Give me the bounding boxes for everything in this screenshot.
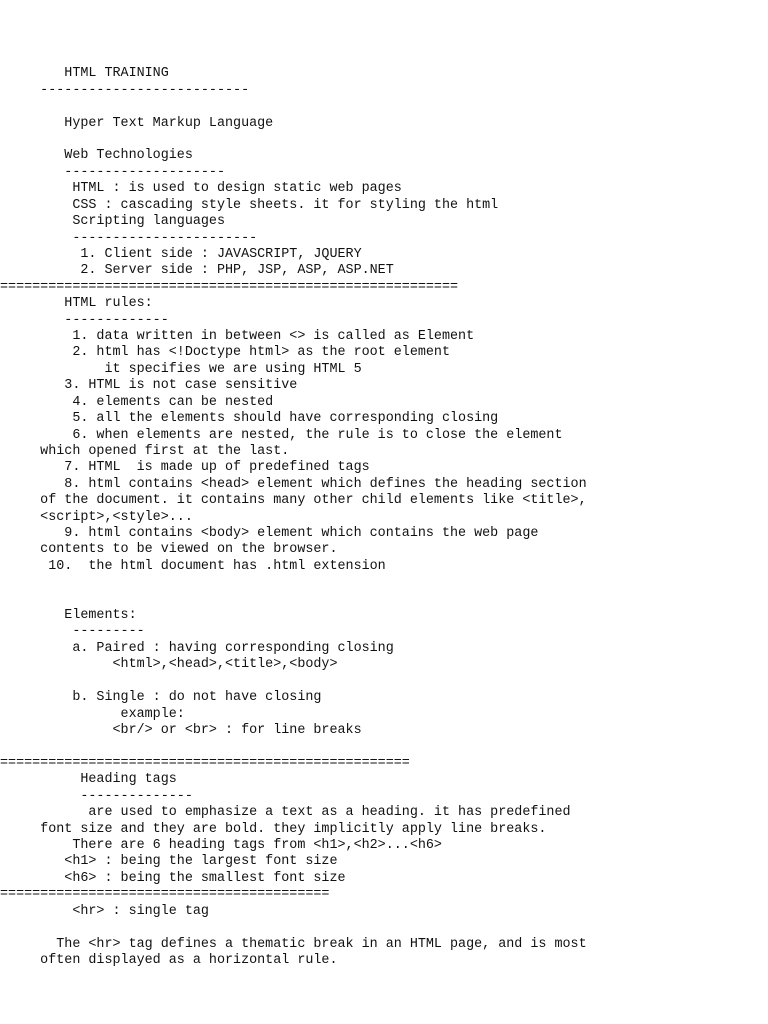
text-line: <script>,<style>... bbox=[0, 510, 193, 525]
text-line: There are 6 heading tags from <h1>,<h2>...<h6> bbox=[0, 838, 442, 853]
section-heading-html-rules: HTML rules: bbox=[0, 296, 153, 311]
title-underline: -------------------------- bbox=[0, 83, 250, 98]
text-line: <h6> : being the smallest font size bbox=[0, 871, 346, 886]
list-item: 8. html contains <head> element which defines the heading section bbox=[0, 477, 587, 492]
text-line: <h1> : being the largest font size bbox=[0, 854, 338, 869]
section-divider: ========================================================= bbox=[0, 280, 459, 295]
text-line: are used to emphasize a text as a heading. it has predefined bbox=[0, 805, 571, 820]
heading-underline: ----------------------- bbox=[0, 231, 258, 246]
list-item: 6. when elements are nested, the rule is to close the element bbox=[0, 428, 563, 443]
text-line: HTML : is used to design static web pages bbox=[0, 181, 402, 196]
list-item: 4. elements can be nested bbox=[0, 395, 274, 410]
list-item: 7. HTML is made up of predefined tags bbox=[0, 460, 370, 475]
text-line: font size and they are bold. they implicitly apply line breaks. bbox=[0, 822, 547, 837]
text-line: contents to be viewed on the browser. bbox=[0, 542, 338, 557]
text-line: <br/> or <br> : for line breaks bbox=[0, 723, 362, 738]
text-line: CSS : cascading style sheets. it for styling the html bbox=[0, 198, 499, 213]
text-line: <html>,<head>,<title>,<body> bbox=[0, 657, 338, 672]
list-item: 9. html contains <body> element which contains the web page bbox=[0, 526, 539, 541]
list-item: b. Single : do not have closing bbox=[0, 690, 322, 705]
list-item: 1. data written in between <> is called as Element bbox=[0, 329, 475, 344]
subheading-scripting-languages: Scripting languages bbox=[0, 214, 225, 229]
section-heading-elements: Elements: bbox=[0, 608, 137, 623]
list-item: a. Paired : having corresponding closing bbox=[0, 641, 394, 656]
text-line: The <hr> tag defines a thematic break in an HTML page, and is most bbox=[0, 937, 587, 952]
section-divider: ========================================= bbox=[0, 887, 330, 902]
list-item: 2. html has <!Doctype html> as the root element bbox=[0, 345, 450, 360]
list-item: 10. the html document has .html extension bbox=[0, 559, 386, 574]
list-item: 2. Server side : PHP, JSP, ASP, ASP.NET bbox=[0, 263, 394, 278]
heading-underline: -------------------- bbox=[0, 165, 225, 180]
section-divider: =================================================== bbox=[0, 756, 410, 771]
text-line: often displayed as a horizontal rule. bbox=[0, 953, 338, 968]
text-line: which opened first at the last. bbox=[0, 444, 290, 459]
text-line: it specifies we are using HTML 5 bbox=[0, 362, 362, 377]
list-item: 1. Client side : JAVASCRIPT, JQUERY bbox=[0, 247, 362, 262]
text-line: of the document. it contains many other child elements like <title>, bbox=[0, 493, 587, 508]
list-item: 3. HTML is not case sensitive bbox=[0, 378, 298, 393]
section-heading-heading-tags: Heading tags bbox=[0, 772, 177, 787]
heading-underline: --------- bbox=[0, 624, 145, 639]
text-line: example: bbox=[0, 707, 185, 722]
doc-title: HTML TRAINING bbox=[0, 66, 169, 81]
doc-subtitle: Hyper Text Markup Language bbox=[0, 116, 274, 131]
heading-underline: -------------- bbox=[0, 789, 193, 804]
heading-underline: ------------- bbox=[0, 313, 169, 328]
section-heading-web-technologies: Web Technologies bbox=[0, 148, 193, 163]
section-heading-hr-tag: <hr> : single tag bbox=[0, 904, 209, 919]
list-item: 5. all the elements should have corresponding closing bbox=[0, 411, 499, 426]
